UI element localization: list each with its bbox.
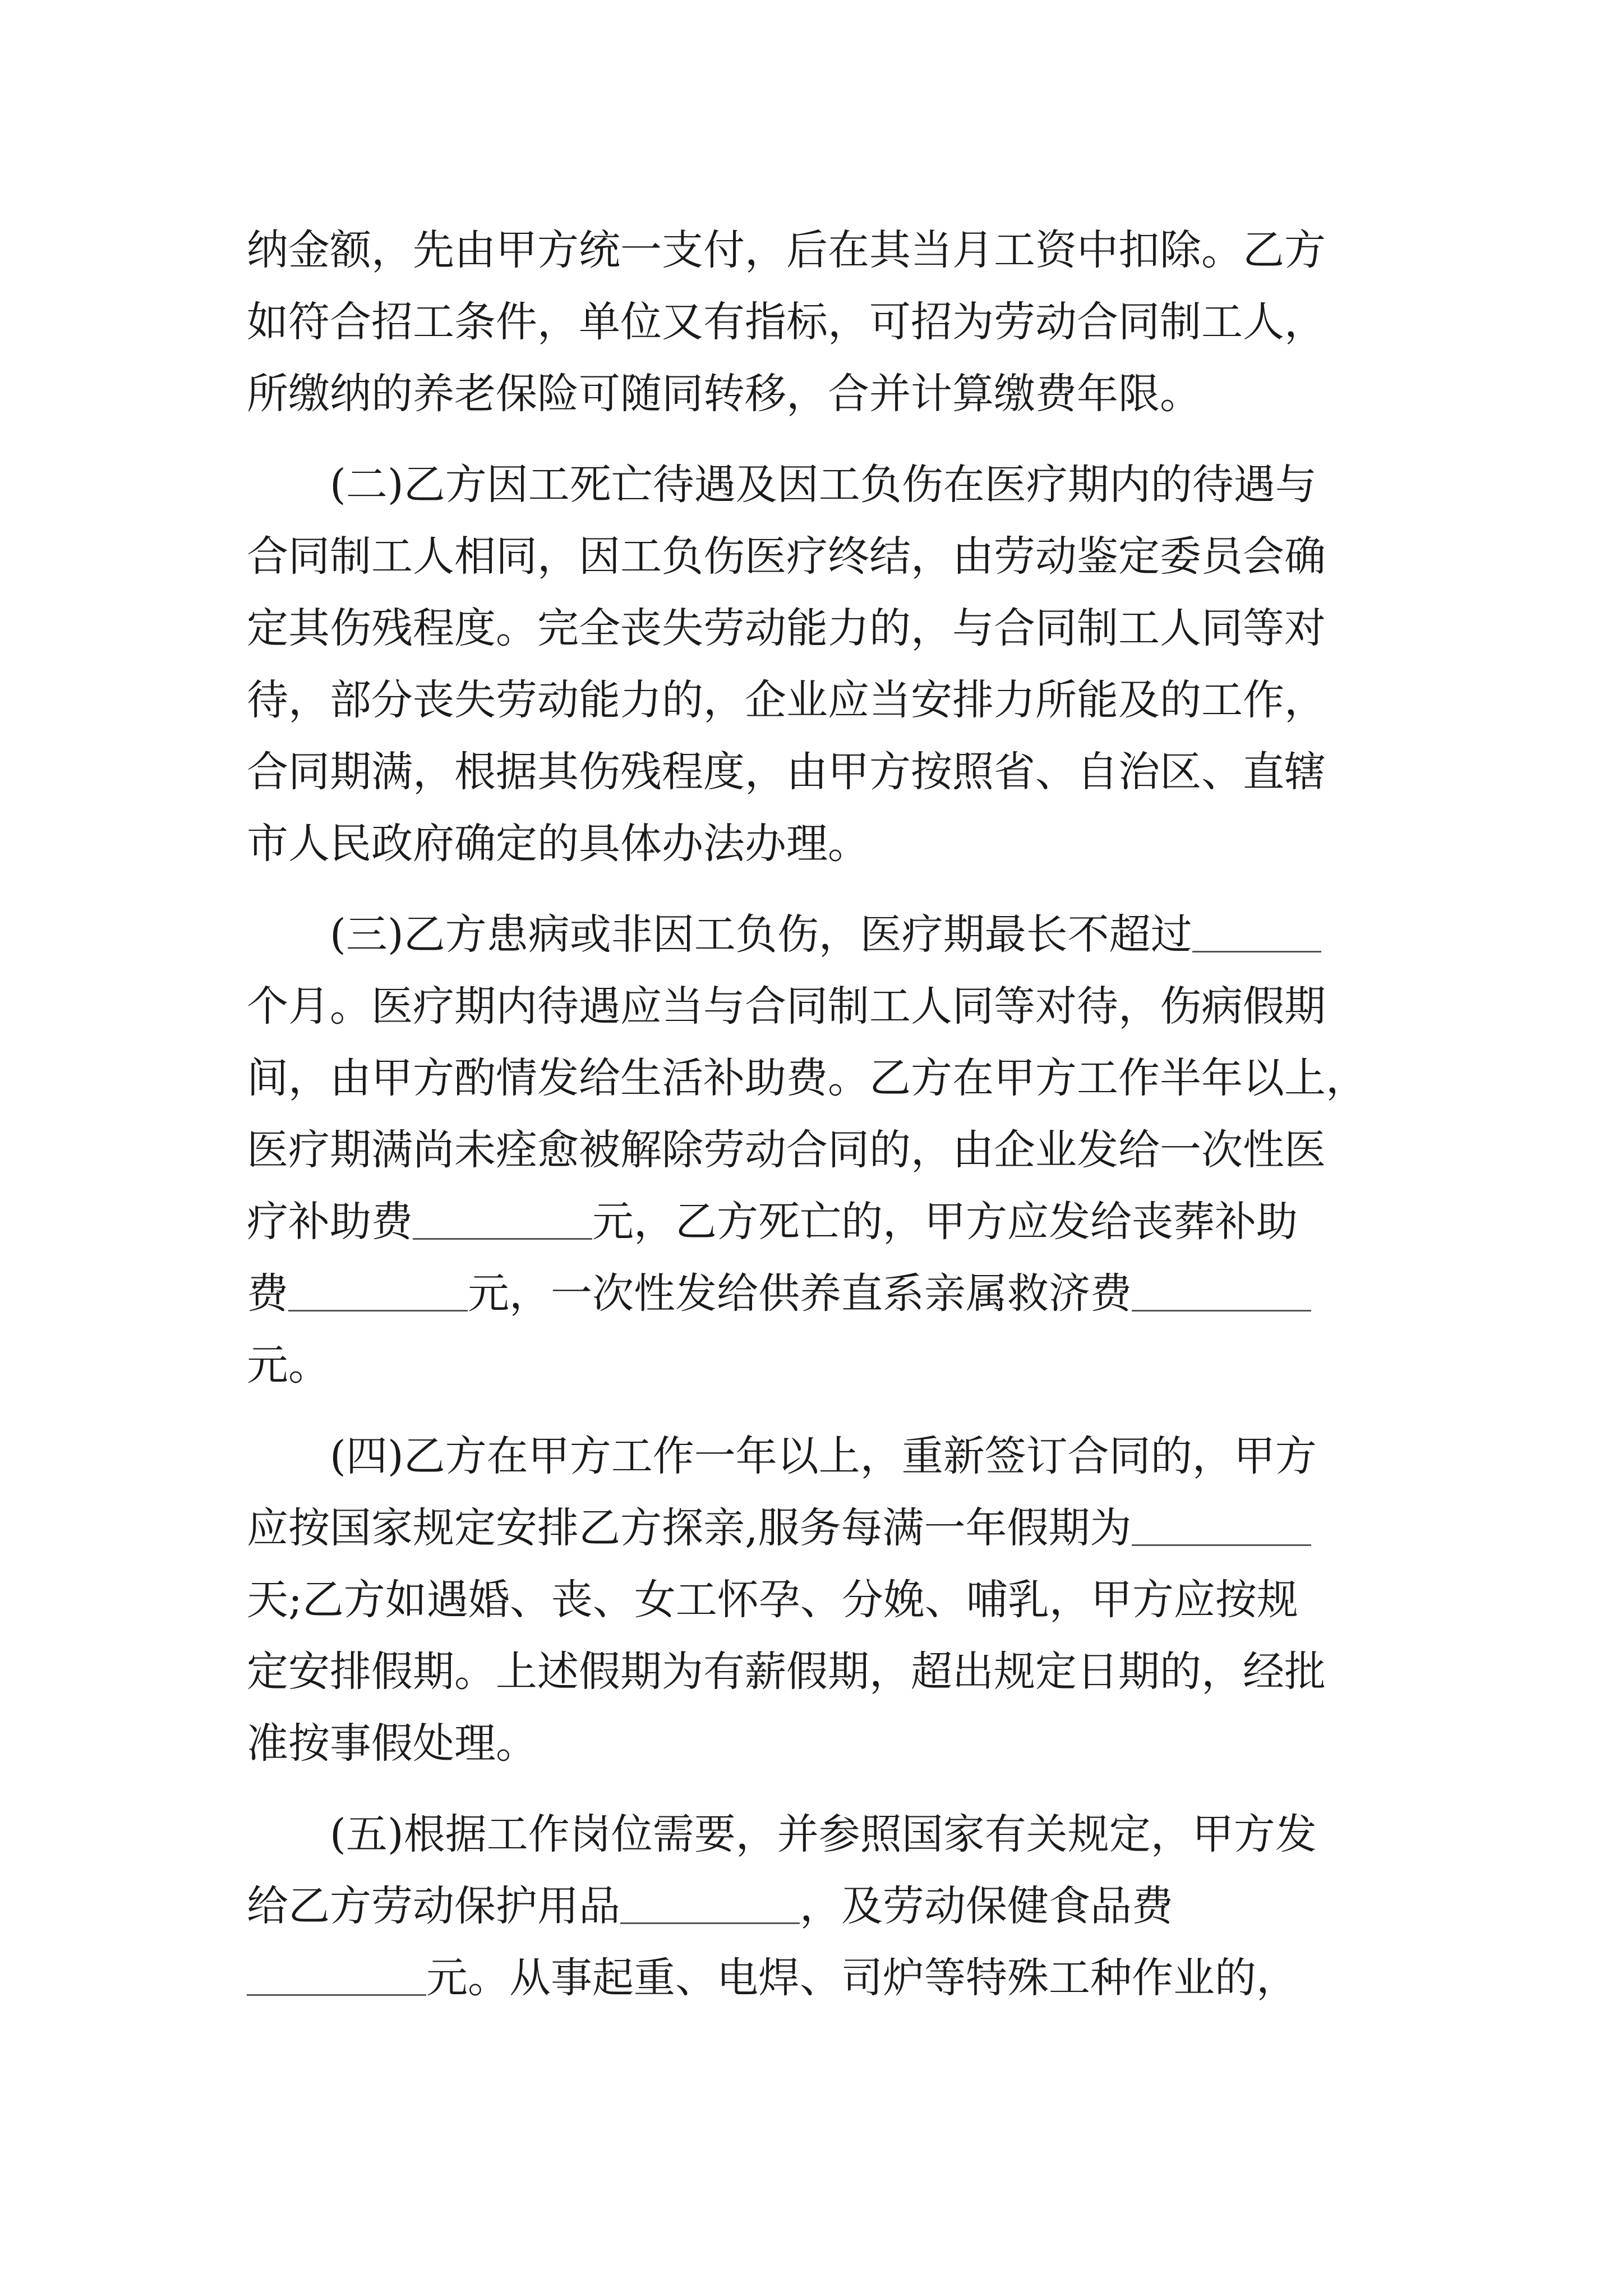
text-line <box>247 214 1385 286</box>
text-line <box>247 736 1385 808</box>
fill-blank-medical-subsidy[interactable] <box>413 1238 592 1240</box>
text-line <box>247 808 1385 880</box>
text-line <box>247 664 1385 736</box>
line-text: 给乙方劳动保护用品 <box>247 1882 620 1930</box>
line-text: 市人民政府确定的具体办法办理。 <box>247 820 869 868</box>
line-text: 元，乙方死亡的，甲方应发给丧葬补助 <box>592 1198 1298 1246</box>
fill-blank-home-leave-days[interactable] <box>1132 1544 1311 1546</box>
line-text: (二)乙方因工死亡待遇及因工负伤在医疗期内的待遇与 <box>330 461 1317 509</box>
line-text: 定安排假期。上述假期为有薪假期，超出规定日期的，经批 <box>247 1648 1326 1696</box>
line-text: 元。 <box>247 1341 330 1389</box>
line-text: 间，由甲方酌情发给生活补助费。乙方在甲方工作半年以上， <box>247 1054 1367 1102</box>
fill-blank-relief-fee[interactable] <box>1132 1310 1311 1312</box>
text-line <box>247 1492 1385 1564</box>
text-line <box>247 970 1385 1042</box>
text-line <box>247 1708 1385 1779</box>
fill-blank-funeral-subsidy[interactable] <box>288 1310 468 1312</box>
line-text: 合同制工人相同，因工负伤医疗终结，由劳动鉴定委员会确 <box>247 532 1326 581</box>
fill-blank-medical-months[interactable] <box>1192 951 1321 953</box>
text-line <box>247 1870 1385 1942</box>
line-text: 费 <box>247 1269 288 1318</box>
text-line <box>247 1329 1385 1401</box>
text-line <box>247 1942 1385 2014</box>
line-text: 定其伤残程度。完全丧失劳动能力的，与合同制工人同等对 <box>247 604 1326 652</box>
line-text: 元。从事起重、电焊、司炉等特殊工种作业的， <box>426 1954 1298 2002</box>
text-line <box>247 1114 1385 1186</box>
line-text: 准按事假处理。 <box>247 1719 537 1768</box>
text-line <box>247 286 1385 358</box>
line-text: 医疗期满尚未痊愈被解除劳动合同的，由企业发给一次性医 <box>247 1126 1326 1174</box>
line-text: 天;乙方如遇婚、丧、女工怀孕、分娩、哺乳，甲方应按规 <box>247 1576 1298 1624</box>
paragraph-5-start <box>247 1798 1385 1870</box>
document-body <box>247 214 1385 2014</box>
text-line <box>247 1042 1385 1114</box>
text-line <box>247 592 1385 664</box>
paragraph-2-start <box>247 449 1385 521</box>
text-line <box>247 521 1385 592</box>
line-text: 元，一次性发给供养直系亲属救济费 <box>468 1269 1132 1318</box>
line-text: 纳金额，先由甲方统一支付，后在其当月工资中扣除。乙方 <box>247 226 1326 274</box>
line-text: (四)乙方在甲方工作一年以上，重新签订合同的，甲方 <box>330 1432 1317 1480</box>
line-text: (三)乙方患病或非因工负伤，医疗期最长不超过 <box>330 910 1192 959</box>
line-text: ，及劳动保健食品费 <box>800 1882 1173 1930</box>
line-text: 合同期满，根据其伤残程度，由甲方按照省、自治区、直辖 <box>247 748 1326 796</box>
fill-blank-health-food-fee[interactable] <box>247 1994 426 1996</box>
line-text: 所缴纳的养老保险可随同转移，合并计算缴费年限。 <box>247 370 1201 418</box>
line-text: 疗补助费 <box>247 1198 413 1246</box>
line-text: 应按国家规定安排乙方探亲,服务每满一年假期为 <box>247 1504 1132 1552</box>
text-line <box>247 1186 1385 1258</box>
text-line <box>247 1258 1385 1329</box>
line-text: 如符合招工条件，单位又有指标，可招为劳动合同制工人， <box>247 298 1326 346</box>
text-line <box>247 1636 1385 1708</box>
line-text: 个月。医疗期内待遇应当与合同制工人同等对待，伤病假期 <box>247 982 1326 1030</box>
fill-blank-protective-supplies[interactable] <box>620 1922 800 1924</box>
paragraph-3-start <box>247 899 1385 970</box>
paragraph-4-start <box>247 1420 1385 1492</box>
text-line <box>247 1564 1385 1636</box>
text-line <box>247 358 1385 430</box>
line-text: (五)根据工作岗位需要，并参照国家有关规定，甲方发 <box>330 1810 1317 1858</box>
line-text: 待，部分丧失劳动能力的，企业应当安排力所能及的工作， <box>247 676 1326 724</box>
